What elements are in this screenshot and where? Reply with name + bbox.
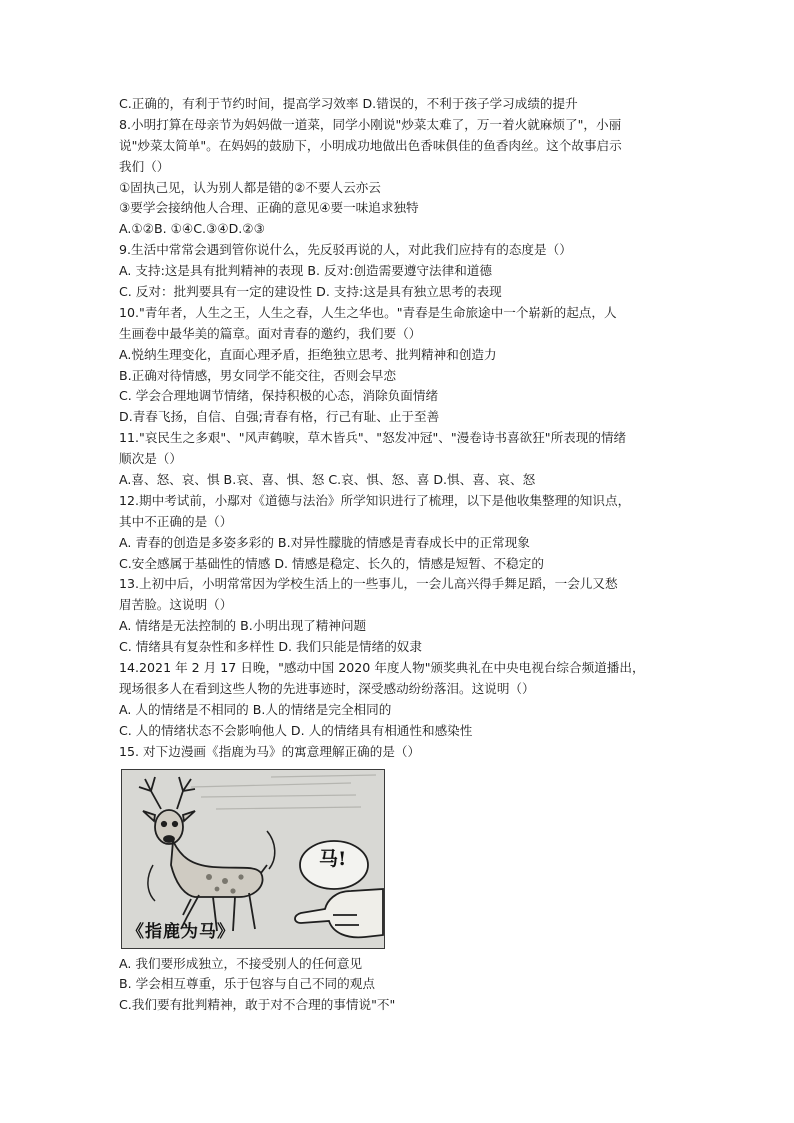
text-line: 9.生活中常常会遇到管你说什么，先反驳再说的人，对此我们应持有的态度是（） xyxy=(119,242,572,258)
text-line: A. 情绪是无法控制的 B.小明出现了精神问题 xyxy=(119,618,367,634)
speech-text: 马! xyxy=(319,847,347,870)
text-line: C.安全感属于基础性的情感 D. 情感是稳定、长久的，情感是短暂、不稳定的 xyxy=(119,555,544,571)
text-line: 我们（） xyxy=(119,158,170,174)
text-line: 眉苦脸。这说明（） xyxy=(119,597,233,613)
text-line: 13.上初中后，小明常常因为学校生活上的一些事儿，一会儿高兴得手舞足蹈，一会儿又愁 xyxy=(119,576,618,592)
text-line: A. 人的情绪是不相同的 B.人的情绪是完全相同的 xyxy=(119,701,392,717)
text-line: 11."哀民生之多艰"、"风声鹤唳，草木皆兵"、"怒发冲冠"、"漫卷诗书喜欲狂"所表现的情绪 xyxy=(119,430,627,446)
exam-document xyxy=(119,94,689,1016)
text-line: 8.小明打算在母亲节为妈妈做一道菜，同学小刚说"炒菜太难了，万一着火就麻烦了"，小丽 xyxy=(119,116,622,132)
cartoon-caption: 《指鹿为马》 xyxy=(127,921,235,942)
text-line: C. 反对：批判要具有一定的建设性 D. 支持:这是具有独立思考的表现 xyxy=(119,284,502,300)
text-line: C. 人的情绪状态不会影响他人 D. 人的情绪具有相通性和感染性 xyxy=(119,722,473,738)
text-line: B.正确对待情感，男女同学不能交往，否则会早恋 xyxy=(119,367,397,383)
text-line: C.我们要有批判精神，敢于对不合理的事情说"不" xyxy=(119,997,396,1013)
text-line: 说"炒菜太简单"。在妈妈的鼓励下，小明成功地做出色香味俱佳的鱼香肉丝。这个故事启示 xyxy=(119,137,622,153)
text-line: 顺次是（） xyxy=(119,451,182,467)
text-line: ③要学会接纳他人合理、正确的意见④要一味追求独特 xyxy=(119,200,419,216)
text-line: ①固执己见，认为别人都是错的②不要人云亦云 xyxy=(119,179,381,195)
text-line: A. 我们要形成独立，不接受别人的任何意见 xyxy=(119,955,363,971)
text-line: 10."青年者，人生之王，人生之春，人生之华也。"青春是生命旅途中一个崭新的起点，人 xyxy=(119,304,617,320)
cartoon-image xyxy=(121,769,385,949)
text-line: 现场很多人在看到这些人物的先进事迹时，深受感动纷纷落泪。这说明（） xyxy=(119,680,535,696)
text-line: A.①②B. ①④C.③④D.②③ xyxy=(119,221,265,237)
answer-options xyxy=(119,954,689,1017)
text-line: C.正确的，有利于节约时间，提高学习效率 D.错误的，不利于孩子学习成绩的提升 xyxy=(119,96,578,111)
text-line: B. 学会相互尊重，乐于包容与自己不同的观点 xyxy=(119,976,375,992)
text-line: 生画卷中最华美的篇章。面对青春的邀约，我们要（） xyxy=(119,325,422,341)
text-line: A.悦纳生理变化，直面心理矛盾，拒绝独立思考、批判精神和创造力 xyxy=(119,346,497,362)
text-line: A. 支持:这是具有批判精神的表现 B. 反对:创造需要遵守法律和道德 xyxy=(119,263,492,279)
questions-block xyxy=(119,94,689,763)
text-line: 其中不正确的是（） xyxy=(119,513,233,529)
text-line: C. 学会合理地调节情绪，保持积极的心态，消除负面情绪 xyxy=(119,388,439,404)
text-line: D.青春飞扬，自信、自强;青春有格，行己有耻、止于至善 xyxy=(119,409,440,425)
text-line: 12.期中考试前，小鄢对《道德与法治》所学知识进行了梳理，以下是他收集整理的知识点， xyxy=(119,492,631,508)
text-line: 14.2021 年 2 月 17 日晚，"感动中国 2020 年度人物"颁奖典礼在中央电视台综合频道播出， xyxy=(119,660,645,676)
text-line: A.喜、怒、哀、惧 B.哀、喜、惧、怒 C.哀、惧、怒、喜 D.惧、喜、哀、怒 xyxy=(119,472,536,488)
text-line: C. 情绪具有复杂性和多样性 D. 我们只能是情绪的奴隶 xyxy=(119,639,422,655)
text-line: A. 青春的创造是多姿多彩的 B.对异性朦胧的情感是青春成长中的正常现象 xyxy=(119,534,530,550)
text-line: 15. 对下边漫画《指鹿为马》的寓意理解正确的是（） xyxy=(119,743,421,759)
